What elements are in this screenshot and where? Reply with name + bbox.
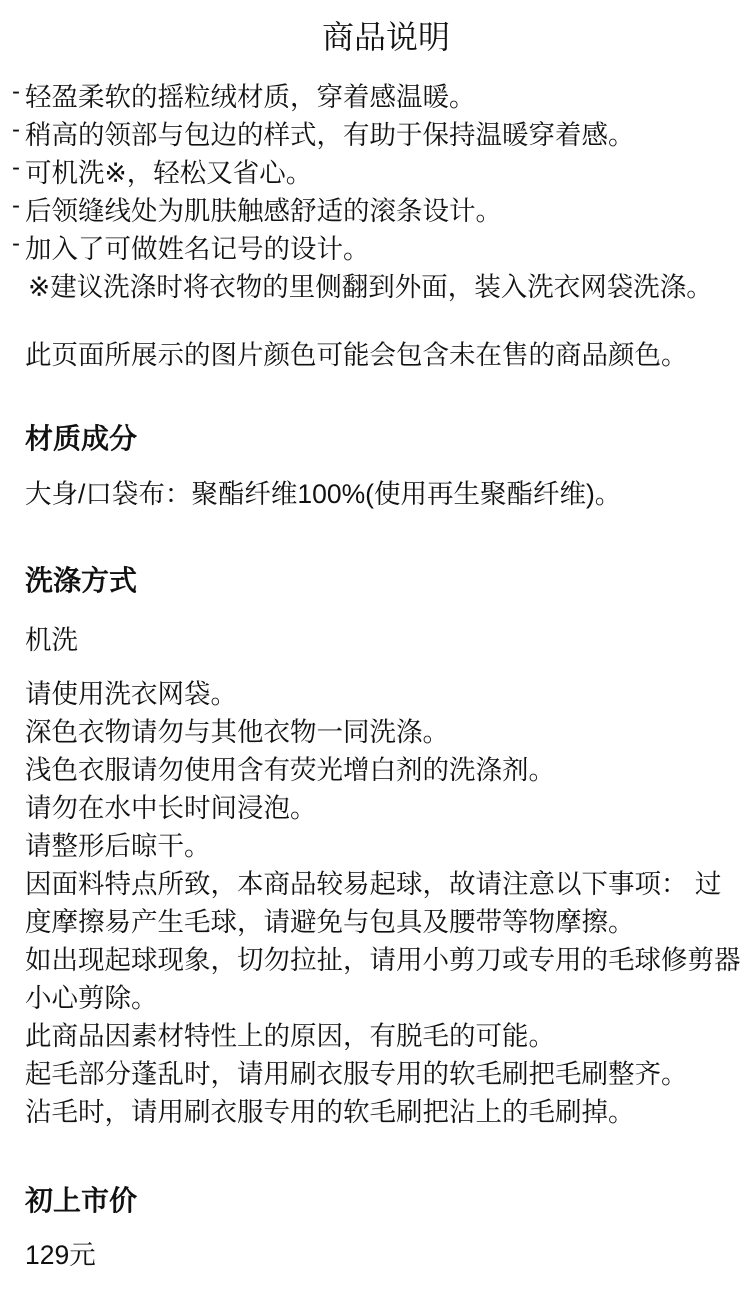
feature-item bbox=[12, 230, 747, 268]
bullet-dash: - bbox=[12, 192, 20, 219]
washing-instruction: 因面料特点所致，本商品较易起球，故请注意以下事项： 过度摩擦易产生毛球，请避免与包具及腰带等物摩擦。 bbox=[25, 869, 722, 937]
product-description-page bbox=[0, 16, 750, 1316]
washing-method: 机洗 bbox=[25, 625, 78, 655]
bullet-dash: - bbox=[12, 154, 20, 181]
washing-instructions bbox=[25, 675, 747, 1131]
feature-text: 轻盈柔软的摇粒绒材质，穿着感温暖。 bbox=[25, 82, 476, 112]
feature-text: 可机洗※，轻松又省心。 bbox=[25, 158, 313, 188]
feature-text: 后领缝线处为肌肤触感舒适的滚条设计。 bbox=[25, 196, 502, 226]
washing-section-heading: 洗涤方式 bbox=[25, 565, 138, 596]
page-title: 商品说明 bbox=[321, 19, 450, 55]
washing-instruction: 如出现起球现象，切勿拉扯，请用小剪刀或专用的毛球修剪器小心剪除。 bbox=[25, 945, 741, 1013]
washing-note: ※建议洗涤时将衣物的里侧翻到外面，装入洗衣网袋洗涤。 bbox=[28, 272, 713, 302]
feature-item bbox=[12, 116, 747, 154]
material-composition: 大身/口袋布：聚酯纤维100%(使用再生聚酯纤维)。 bbox=[25, 479, 622, 509]
washing-instruction: 起毛部分蓬乱时，请用刷衣服专用的软毛刷把毛刷整齐。 bbox=[25, 1059, 688, 1089]
washing-instruction: 请整形后晾干。 bbox=[25, 831, 211, 861]
material-section-heading: 材质成分 bbox=[25, 423, 138, 454]
washing-instruction: 深色衣物请勿与其他衣物一同洗涤。 bbox=[25, 717, 449, 747]
washing-instruction: 浅色衣服请勿使用含有荧光增白剂的洗涤剂。 bbox=[25, 755, 555, 785]
feature-list bbox=[12, 78, 747, 268]
color-disclaimer: 此页面所展示的图片颜色可能会包含未在售的商品颜色。 bbox=[25, 340, 688, 370]
washing-instruction: 请使用洗衣网袋。 bbox=[25, 679, 237, 709]
bullet-dash: - bbox=[12, 230, 20, 257]
feature-item bbox=[12, 78, 747, 116]
price-section-heading: 初上市价 bbox=[25, 1185, 138, 1216]
washing-instruction: 请勿在水中长时间浸泡。 bbox=[25, 793, 317, 823]
feature-text: 稍高的领部与包边的样式，有助于保持温暖穿着感。 bbox=[25, 120, 635, 150]
washing-instruction: 此商品因素材特性上的原因，有脱毛的可能。 bbox=[25, 1021, 555, 1051]
bullet-dash: - bbox=[12, 78, 20, 105]
feature-text: 加入了可做姓名记号的设计。 bbox=[25, 234, 370, 264]
feature-item bbox=[12, 192, 747, 230]
initial-price: 129元 bbox=[25, 1240, 96, 1270]
washing-instruction: 沾毛时，请用刷衣服专用的软毛刷把沾上的毛刷掉。 bbox=[25, 1097, 635, 1127]
feature-item bbox=[12, 154, 747, 192]
bullet-dash: - bbox=[12, 116, 20, 143]
